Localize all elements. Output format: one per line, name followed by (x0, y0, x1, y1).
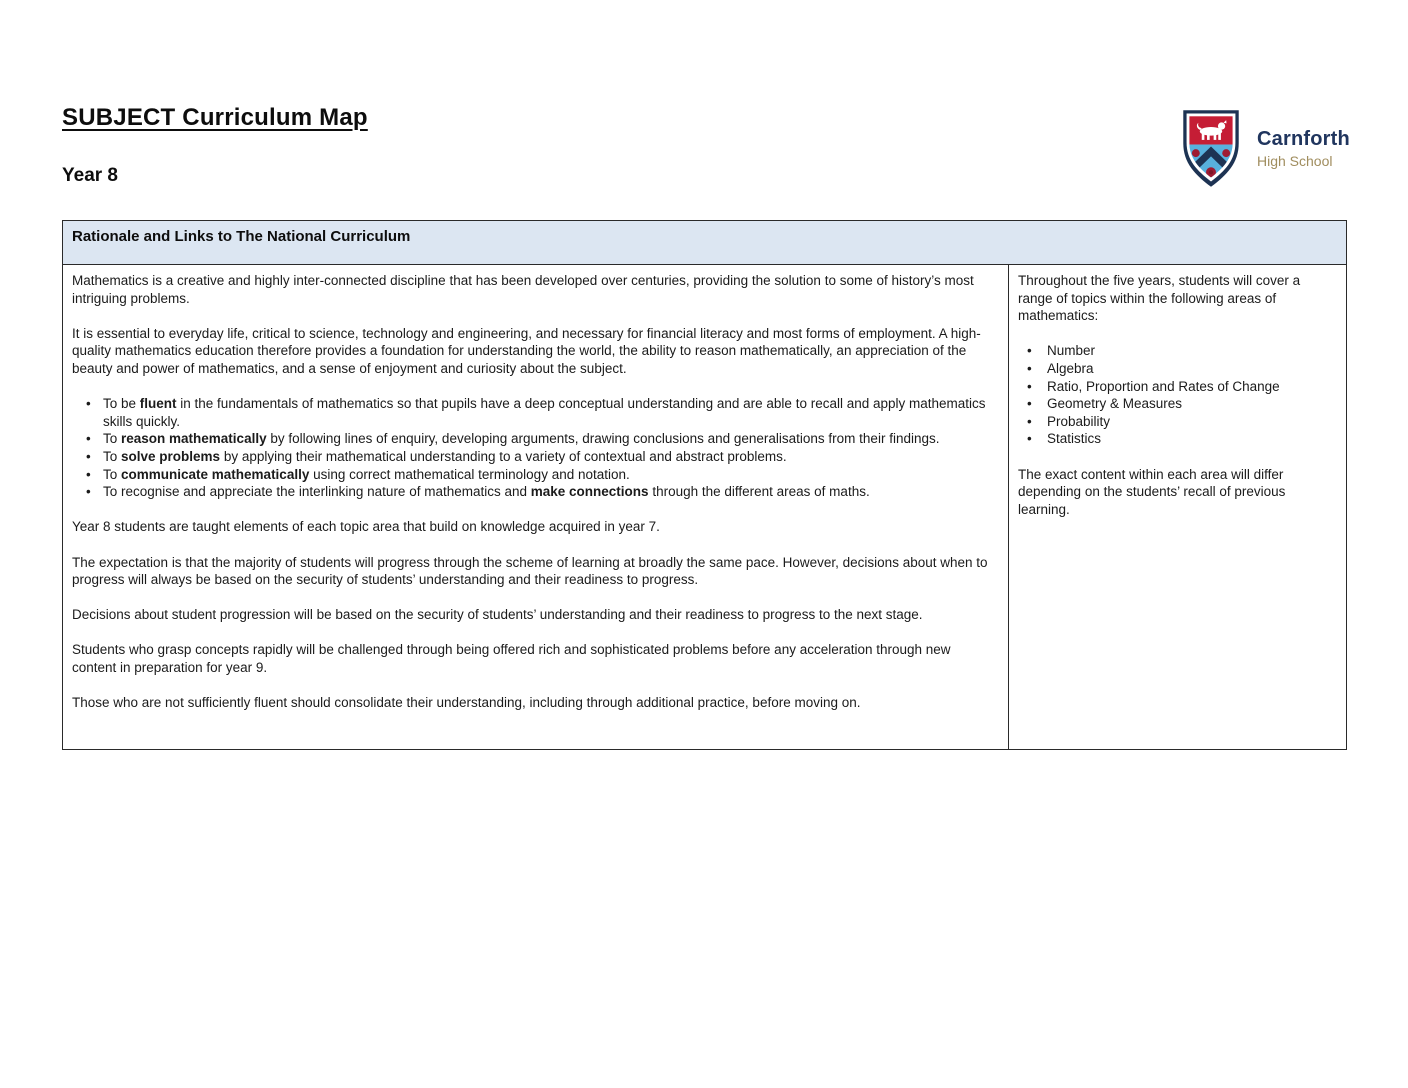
text-run: The expectation is that the majority of students will progress through the scheme of learning at broadly the same pace. However, decisions about when to progress will always be based on the security of students’ understanding and their readiness to progress. (72, 554, 988, 588)
paragraph-consolidate (72, 694, 996, 712)
text-run: It is essential to everyday life, critical to science, technology and engineering, and necessary for financial literacy and most forms of employment. A high-quality mathematics education therefore provides a foundation for understanding the world, the ability to reason mathematically, an appreciation of the beauty and power of mathematics, and a sense of enjoyment and curiosity about the subject. (72, 325, 981, 376)
aims-bullet-list (72, 395, 996, 501)
text-run: using correct mathematical terminology and notation. (309, 466, 630, 482)
bullet-item: • Statistics (1018, 430, 1337, 448)
paragraph-expectation (72, 554, 996, 589)
bullet-item: • Probability (1018, 413, 1337, 431)
rationale-table (62, 220, 1347, 750)
text-run: To (103, 448, 122, 464)
topics-bullet-list (1018, 342, 1337, 448)
text-run: To (103, 431, 122, 447)
bullet-item: • Geometry & Measures (1018, 395, 1337, 413)
bullet-item (72, 466, 996, 484)
bullet-item (72, 395, 996, 430)
school-type: High School (1257, 153, 1333, 169)
topics-intro: Throughout the five years, students will cover a range of topics within the following areas of mathematics: (1018, 273, 1301, 324)
table-body (63, 265, 1346, 749)
page-title: SUBJECT Curriculum Map (62, 104, 368, 131)
emphasis-text: fluent (139, 396, 177, 412)
paragraph-decisions (72, 606, 996, 624)
emphasis-text: communicate mathematically (121, 466, 310, 482)
topics-right-cell (1009, 265, 1346, 749)
text-run: through the different areas of maths. (648, 484, 870, 500)
text-run: To recognise and appreciate the interlinking nature of mathematics and (103, 484, 531, 500)
bullet-item: • Algebra (1018, 360, 1337, 378)
bullet-item (72, 448, 996, 466)
paragraph-intro-2 (72, 325, 996, 378)
page-subtitle: Year 8 (62, 165, 118, 186)
emphasis-text: reason mathematically (121, 431, 267, 447)
text-run: by following lines of enquiry, developing arguments, drawing conclusions and generalisations from their findings. (266, 431, 940, 447)
emphasis-text: make connections (530, 484, 649, 500)
paragraph-year8 (72, 518, 996, 536)
bullet-item (72, 483, 996, 501)
text-run: Those who are not sufficiently fluent should consolidate their understanding, including through additional practice, before moving on. (72, 695, 861, 711)
text-run: To (103, 466, 122, 482)
table-header: Rationale and Links to The National Curriculum (63, 221, 1346, 265)
text-run: Students who grasp concepts rapidly will be challenged through being offered rich and sophisticated problems before any acceleration through new content in preparation for year 9. (72, 642, 951, 676)
text-run: in the fundamentals of mathematics so that pupils have a deep conceptual understanding and are able to recall and apply mathematics skills quickly. (103, 396, 986, 429)
topics-outro: The exact content within each area will differ depending on the students’ recall of previous learning. (1018, 466, 1286, 517)
school-crest-icon (1178, 106, 1244, 191)
rationale-left-cell (63, 265, 1009, 749)
school-logo-text (1257, 128, 1350, 169)
school-logo (1178, 106, 1350, 191)
bullet-item: • Ratio, Proportion and Rates of Change (1018, 378, 1337, 396)
text-run: To be (103, 396, 140, 412)
text-run: Year 8 students are taught elements of each topic area that build on knowledge acquired in year 7. (72, 519, 660, 535)
bullet-item: • Number (1018, 342, 1337, 360)
text-run: by applying their mathematical understanding to a variety of contextual and abstract problems. (220, 448, 787, 464)
bullet-item (72, 430, 996, 448)
text-run: Decisions about student progression will be based on the security of students’ understanding and their readiness to progress to the next stage. (72, 607, 923, 623)
paragraph-intro-1 (72, 272, 996, 307)
school-name: Carnforth (1257, 128, 1350, 150)
paragraph-rapid-grasp (72, 641, 996, 676)
text-run: Mathematics is a creative and highly inter-connected discipline that has been developed over centuries, providing the solution to some of history’s most intriguing problems. (72, 273, 974, 306)
emphasis-text: solve problems (121, 448, 221, 464)
